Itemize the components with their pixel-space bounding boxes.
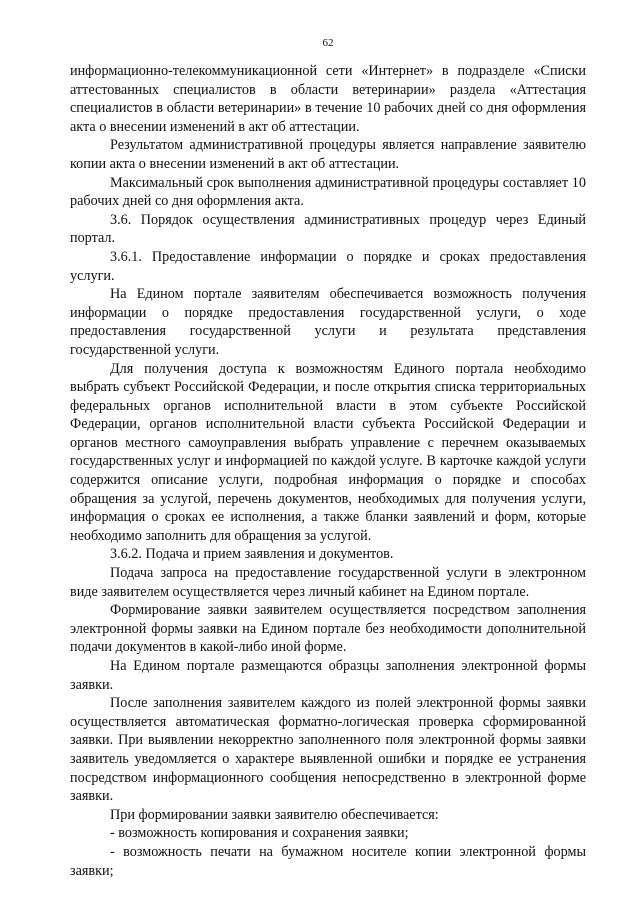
page-number: 62 [322, 37, 334, 49]
paragraph-continuation: информационно-телекоммуникационной сети «Интернет» в подразделе «Списки аттестованных специалистов в области ветеринарии» раздела «Аттестация специалистов в области ветеринарии» в течение 10 рабочих дней со дня оформления акта о внесении изменений в акт об аттестации. [70, 63, 586, 135]
paragraph-max-term: Максимальный срок выполнения административной процедуры составляет 10 рабочих дней со дня оформления акта. [70, 174, 586, 210]
paragraph-provided-features: При формировании заявки заявителю обеспечивается: [110, 806, 439, 823]
document-body [70, 62, 586, 880]
paragraph-portal-info: На Едином портале заявителям обеспечивается возможность получения информации о порядке предоставления государственной услуги, о ходе предоставления государственной услуги и результата представления государственной услуги. [70, 286, 586, 358]
section-heading-3-6-1: 3.6.1. Предоставление информации о порядке и сроках предоставления услуги. [70, 248, 586, 284]
section-heading-3-6-2: 3.6.2. Подача и прием заявления и документов. [110, 546, 394, 563]
paragraph-portal-access: Для получения доступа к возможностям Единого портала необходимо выбрать субъект Российской Федерации, и после открытия списка территориальных федеральных органов исполнительной власти в этом субъекте Российской Федерации, органов исполнительной власти субъекта Российской Федерации и органов местного самоуправления выбрать управление с перечнем оказываемых государственных услуг и информацией по каждой услуге. В карточке каждой услуги содержится описание услуги, подробная информация о порядке и способах обращения за услугой, перечень документов, необходимых для получения услуги, информация о сроках ее исполнения, а также бланки заявлений и форм, которые необходимо заполнить для обращения за услугой. [70, 360, 586, 544]
paragraph-samples: На Едином портале размещаются образцы заполнения электронной формы заявки. [70, 658, 586, 693]
paragraph-request-submission: Подача запроса на предоставление государственной услуги в электронном виде заявителем осуществляется через личный кабинет на Едином портале. [70, 565, 586, 600]
paragraph-validation: После заполнения заявителем каждого из полей электронной формы заявки осуществляется автоматическая форматно-логическая проверка сформированной заявки. При выявлении некорректно заполненного поля электронной формы заявки заявитель уведомляется о характере выявленной ошибки и порядке ее устранения посредством информационного сообщения непосредственно в электронной форме заявки. [70, 695, 586, 805]
paragraph-application-forming: Формирование заявки заявителем осуществляется посредством заполнения электронной формы заявки на Едином портале без необходимости дополнительной подачи документов в какой-либо иной форме. [70, 602, 586, 656]
list-item-print: - возможность печати на бумажном носителе копии электронной формы заявки; [70, 843, 586, 879]
paragraph-result: Результатом административной процедуры является направление заявителю копии акта о внесении изменений в акт об аттестации. [70, 137, 586, 172]
section-heading-3-6: 3.6. Порядок осуществления административных процедур через Единый портал. [70, 211, 586, 247]
list-item-copy-save: - возможность копирования и сохранения заявки; [110, 825, 409, 842]
